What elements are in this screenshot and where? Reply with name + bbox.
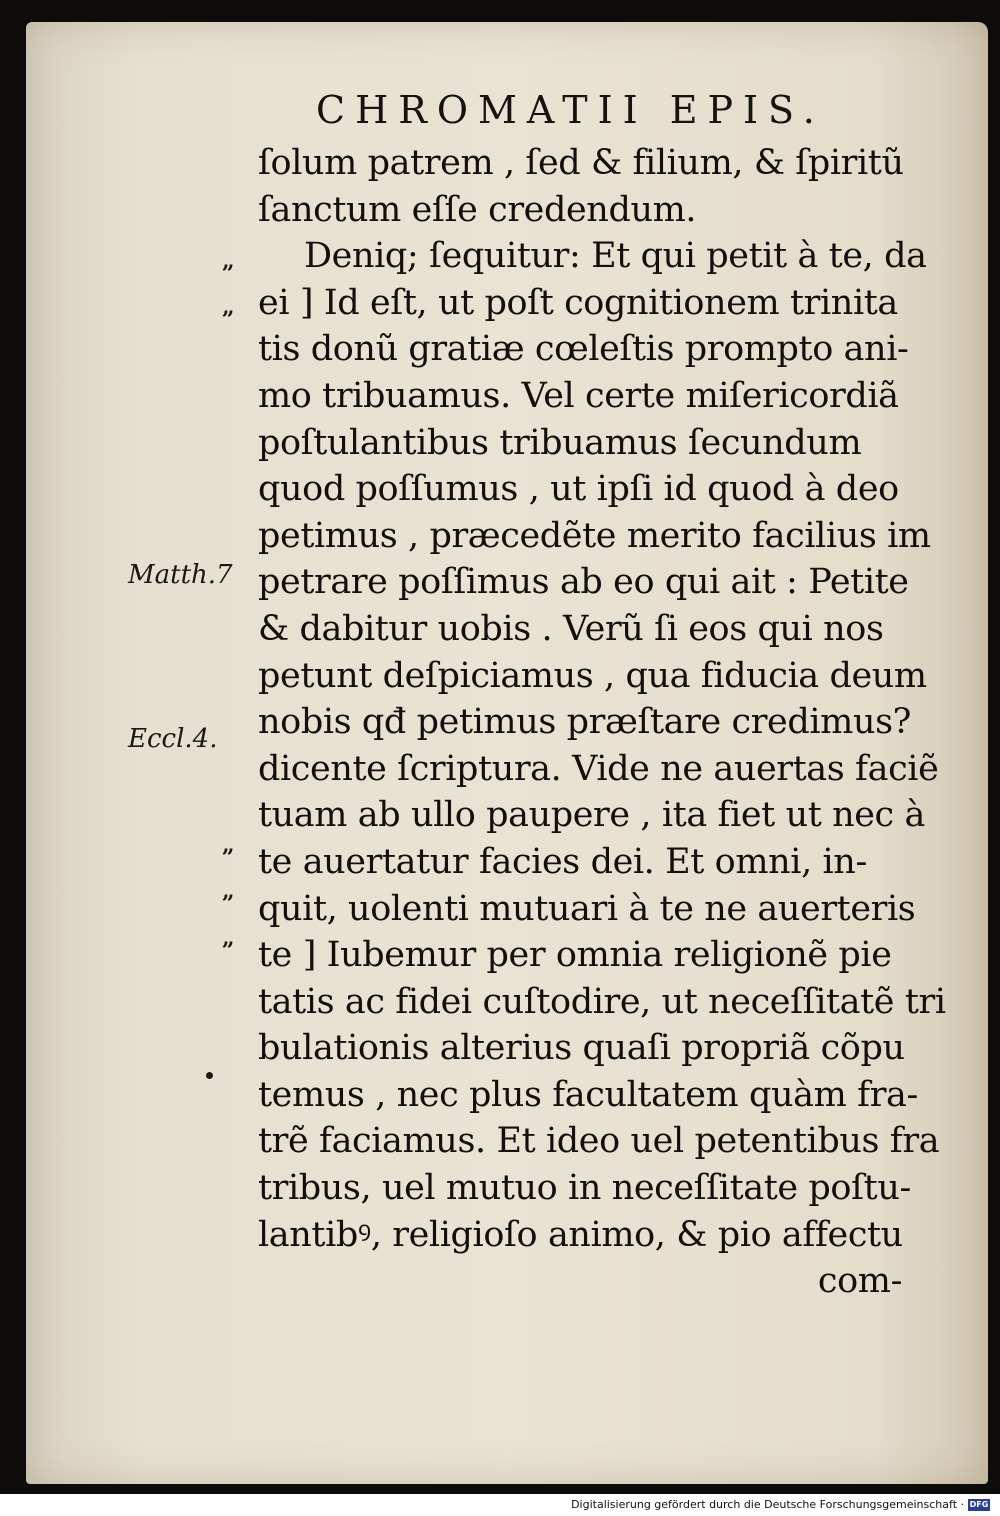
- text-line: quit, uolenti mutuari à te ne auerteris: [258, 888, 916, 929]
- dfg-logo: DFG: [969, 1500, 989, 1509]
- text-block: [258, 140, 946, 1305]
- text-line: ei ] Id eſt, ut poſt cognitionem trinita: [258, 282, 898, 323]
- running-head: CHROMATII EPIS.: [316, 88, 825, 132]
- margin-quote-mark: „: [222, 248, 235, 274]
- text-line: petimus , præcedẽte merito facilius im: [258, 515, 931, 556]
- footer-text: Digitalisierung gefördert durch die Deutsche Forschungsgemeinschaft ·: [571, 1498, 964, 1511]
- text-line: petrare poſſimus ab eo qui ait : Petite: [258, 562, 909, 603]
- margin-quote-mark: „: [222, 925, 235, 951]
- catchword: com-: [817, 1261, 902, 1302]
- text-line: mo tribuamus. Vel certe miſericordiã: [258, 375, 899, 416]
- text-line: poſtulantibus tribuamus ſecundum: [258, 422, 862, 463]
- text-line: Deniq; ſequitur: Et qui petit à te, da: [304, 236, 927, 277]
- text-line: te ] Iubemur per omnia religionẽ pie: [258, 935, 892, 976]
- margin-quote-mark: „: [222, 832, 235, 858]
- margin-quote-mark: „: [222, 878, 235, 904]
- text-line: bulationis alterius quaſi propriã cõpu: [258, 1028, 905, 1069]
- text-line: nobis qđ petimus præſtare credimus?: [258, 702, 912, 743]
- footer-credit: [0, 1494, 1000, 1516]
- text-line: tribus, uel mutuo in neceſſitate poſtu-: [258, 1168, 911, 1209]
- text-line: & dabitur uobis . Verũ ſi eos qui nos: [258, 608, 884, 649]
- text-line: trẽ faciamus. Et ideo uel petentibus fra: [258, 1121, 940, 1162]
- margin-dot: [206, 1072, 213, 1079]
- text-line: te auertatur facies dei. Et omni, in-: [258, 841, 867, 882]
- text-line: quod poſſumus , ut ipſi id quod à deo: [258, 469, 899, 510]
- text-line: tuam ab ullo paupere , ita fiet ut nec à: [258, 795, 925, 836]
- text-line: petunt deſpiciamus , qua fiducia deum: [258, 655, 927, 696]
- margin-quote-mark: „: [222, 294, 235, 320]
- text-line: dicente ſcriptura. Vide ne auertas faciẽ: [258, 748, 939, 789]
- text-line: ſolum patrem , ſed & filium, & ſpiritũ: [258, 143, 904, 183]
- text-line: tis donũ gratiæ cœleſtis prompto ani-: [258, 329, 909, 370]
- text-line: temus , nec plus facultatem quàm fra-: [258, 1074, 918, 1115]
- text-line: lantibꝰ, religioſo animo, & pio affectu: [258, 1214, 903, 1255]
- margin-note-ecclesiastes: Eccl.4.: [128, 724, 218, 754]
- text-line: tatis ac fidei cuſtodire, ut neceſſitatẽ tri: [258, 981, 946, 1022]
- text-line: ſanctum eſſe credendum.: [258, 189, 697, 230]
- margin-note-matthew: Matth.7: [128, 560, 233, 590]
